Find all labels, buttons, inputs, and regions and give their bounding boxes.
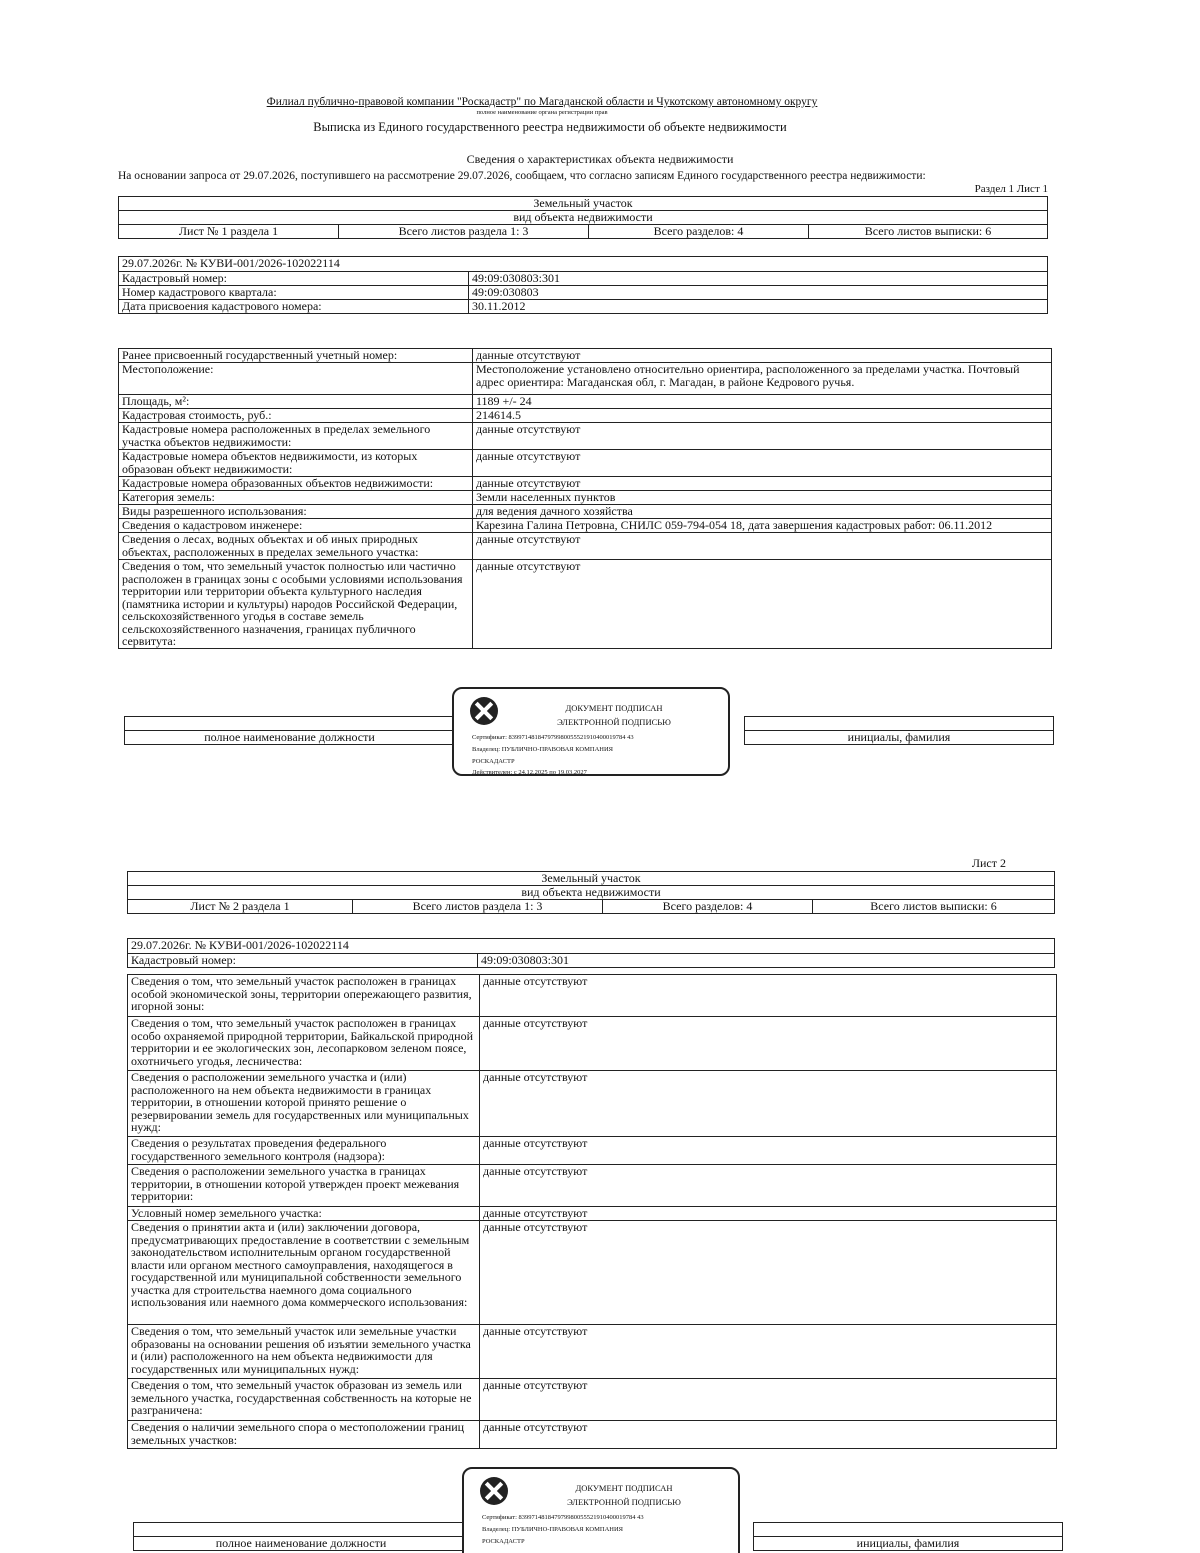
p1-object-caption: вид объекта недвижимости: [119, 211, 1048, 225]
p2-row-label: Сведения о том, что земельный участок образован из земель или земельного участка, государственная собственность на которые не разграничена:: [128, 1379, 480, 1421]
p1-object-type: Земельный участок: [119, 197, 1048, 211]
p2-row-label: Сведения о принятии акта и (или) заключении договора, предусматривающих предоставление в соответствии с земельным законодательством исполнительным органом государственной власти или органом местного самоуправления, находящегося в государственной или муниципальной собственности земельного участка для строительства наемного дома социального использования или наемного дома коммерческого использования:: [128, 1221, 480, 1325]
p1-total-sections: Всего разделов: 4: [589, 225, 809, 239]
p1-info-table: [118, 256, 1048, 314]
stamp-owner: Владелец: ПУБЛИЧНО-ПРАВОВАЯ КОМПАНИЯ: [482, 1526, 623, 1533]
p2-row-value: данные отсутствуют: [480, 1137, 1057, 1165]
p2-row-label: Сведения о том, что земельный участок расположен в границах особой экономической зоны, территории опережающего развития, игорной зоны:: [128, 975, 480, 1017]
p2-row-value: данные отсутствуют: [480, 1221, 1057, 1325]
p1-info-label: Кадастровый номер:: [119, 272, 469, 286]
organization-name: Филиал публично-правовой компании "Роскадастр" по Магаданской области и Чукотскому автономному округу: [266, 96, 818, 108]
p1-row-value: Карезина Галина Петровна, СНИЛС 059-794-054 18, дата завершения кадастровых работ: 06.11.2012: [473, 519, 1052, 533]
p1-row-label: Сведения о лесах, водных объектах и об иных природных объектах, расположенных в пределах земельного участка:: [119, 533, 473, 560]
p2-doc-reference: 29.07.2026г. № КУВИ-001/2026-102022114: [128, 939, 1055, 954]
p1-row-value: данные отсутствуют: [473, 349, 1052, 363]
stamp-validity: Действителен: с 24.12.2025 по 19.03.2027: [472, 769, 587, 776]
p1-row-value: данные отсутствуют: [473, 560, 1052, 649]
p2-sheets-in-section: Всего листов раздела 1: 3: [353, 900, 603, 914]
p2-position-caption: полное наименование должности: [134, 1537, 469, 1551]
p1-row-label: Местоположение:: [119, 363, 473, 395]
p2-name-caption: инициалы, фамилия: [754, 1537, 1063, 1551]
p2-row-label: Сведения о наличии земельного спора о местоположении границ земельных участков:: [128, 1421, 480, 1449]
p1-row-label: Кадастровые номера объектов недвижимости, из которых образован объект недвижимости:: [119, 450, 473, 477]
stamp-subtitle: ЭЛЕКТРОННОЙ ПОДПИСЬЮ: [557, 717, 671, 727]
p2-object-type: Земельный участок: [128, 872, 1055, 886]
p2-total-sheets: Всего листов выписки: 6: [813, 900, 1055, 914]
stamp-title: ДОКУМЕНТ ПОДПИСАН: [565, 703, 663, 713]
stamp-title: ДОКУМЕНТ ПОДПИСАН: [575, 1483, 673, 1493]
p1-row-value: Земли населенных пунктов: [473, 491, 1052, 505]
request-basis: На основании запроса от 29.07.2026, поступившего на рассмотрение 29.07.2026, сообщаем, что согласно записям Единого государственного реестра недвижимости:: [118, 170, 926, 182]
p1-characteristics-table: [118, 348, 1052, 649]
p2-info-table: [127, 938, 1055, 968]
p1-row-label: Категория земель:: [119, 491, 473, 505]
p1-row-value: 214614.5: [473, 409, 1052, 423]
p1-row-value: 1189 +/- 24: [473, 395, 1052, 409]
p1-row-value: данные отсутствуют: [473, 533, 1052, 560]
p1-object-table: [118, 196, 1048, 239]
p1-info-label: Дата присвоения кадастрового номера:: [119, 300, 469, 314]
p1-total-sheets: Всего листов выписки: 6: [809, 225, 1048, 239]
p1-sheet-number: Лист № 1 раздела 1: [119, 225, 339, 239]
roskadastr-logo-icon: [480, 1477, 508, 1505]
p2-total-sections: Всего разделов: 4: [603, 900, 813, 914]
p2-row-label: Условный номер земельного участка:: [128, 1207, 480, 1221]
p1-position-caption: полное наименование должности: [125, 731, 455, 745]
p2-row-value: данные отсутствуют: [480, 1071, 1057, 1137]
stamp-subtitle: ЭЛЕКТРОННОЙ ПОДПИСЬЮ: [567, 1497, 681, 1507]
p1-info-label: Номер кадастрового квартала:: [119, 286, 469, 300]
section-sheet-label: Раздел 1 Лист 1: [974, 183, 1048, 195]
stamp-owner: Владелец: ПУБЛИЧНО-ПРАВОВАЯ КОМПАНИЯ: [472, 746, 613, 753]
p1-row-label: Кадастровые номера расположенных в пределах земельного участка объектов недвижимости:: [119, 423, 473, 450]
roskadastr-logo-icon: [470, 697, 498, 725]
p1-row-label: Сведения о кадастровом инженере:: [119, 519, 473, 533]
stamp-owner-name: РОСКАДАСТР: [472, 758, 515, 765]
p1-row-value: данные отсутствуют: [473, 423, 1052, 450]
p1-sheets-in-section: Всего листов раздела 1: 3: [339, 225, 589, 239]
stamp-certificate: Сертификат: 839971481847979980055521910400019784 43: [472, 734, 634, 741]
section-heading: Сведения о характеристиках объекта недвижимости: [466, 152, 734, 166]
p2-row-label: Сведения о том, что земельный участок или земельные участки образованы на основании решения об изъятии земельного участка и (или) расположенного на нем объекта недвижимости для государственных или муниципальных нужд:: [128, 1325, 480, 1379]
p2-row-label: Сведения о расположении земельного участка в границах территории, в отношении которой утвержден проект межевания территории:: [128, 1165, 480, 1207]
p2-row-value: данные отсутствуют: [480, 1207, 1057, 1221]
p1-row-label: Сведения о том, что земельный участок полностью или частично расположен в границах зоны с особыми условиями использования территории или территории объекта культурного наследия (памятника истории и культуры) народов Российской Федерации, сельскохозяйственного угодья в составе земель сельскохозяйственного назначения, границах публичного сервитута:: [119, 560, 473, 649]
p2-sheet-label: Лист 2: [971, 856, 1006, 870]
p1-name-caption: инициалы, фамилия: [745, 731, 1054, 745]
p2-row-label: Сведения о расположении земельного участка и (или) расположенного на нем объекта недвижимости в границах территории, в отношении которой принято решение о резервировании земель для государственных или муниципальных нужд:: [128, 1071, 480, 1137]
document-title: Выписка из Единого государственного реестра недвижимости об объекте недвижимости: [313, 120, 787, 134]
p1-row-value: данные отсутствуют: [473, 450, 1052, 477]
p2-cadastral-value: 49:09:030803:301: [478, 954, 1055, 968]
p1-row-label: Кадастровая стоимость, руб.:: [119, 409, 473, 423]
p2-row-value: данные отсутствуют: [480, 1325, 1057, 1379]
p1-info-value: 49:09:030803: [469, 286, 1048, 300]
p1-info-value: 49:09:030803:301: [469, 272, 1048, 286]
p1-row-label: Ранее присвоенный государственный учетный номер:: [119, 349, 473, 363]
p1-row-label: Кадастровые номера образованных объектов недвижимости:: [119, 477, 473, 491]
p1-doc-reference: 29.07.2026г. № КУВИ-001/2026-102022114: [119, 257, 1048, 272]
p2-row-value: данные отсутствуют: [480, 1421, 1057, 1449]
stamp-owner-name: РОСКАДАСТР: [482, 1538, 525, 1545]
p2-row-value: данные отсутствуют: [480, 1017, 1057, 1071]
p1-row-value: данные отсутствуют: [473, 477, 1052, 491]
p2-row-label: Сведения о том, что земельный участок расположен в границах особо охраняемой природной территории, Байкальской природной территории и ее экологических зон, лесопарковом зеленом поясе, охотничьего угодья, лесничества:: [128, 1017, 480, 1071]
p2-characteristics-table: [127, 974, 1057, 1449]
p1-row-label: Площадь, м²:: [119, 395, 473, 409]
p1-row-value: Местоположение установлено относительно ориентира, расположенного за пределами участка. Почтовый адрес ориентира: Магаданская обл, г. Магадан, в районе Кедрового ручья.: [473, 363, 1052, 395]
p2-object-caption: вид объекта недвижимости: [128, 886, 1055, 900]
p2-row-value: данные отсутствуют: [480, 975, 1057, 1017]
p1-signature-stamp: [452, 687, 730, 776]
p2-row-value: данные отсутствуют: [480, 1379, 1057, 1421]
p2-cadastral-label: Кадастровый номер:: [128, 954, 478, 968]
p2-object-table: [127, 871, 1055, 914]
p2-signature-stamp: [462, 1467, 740, 1553]
p1-info-value: 30.11.2012: [469, 300, 1048, 314]
p2-sheet-number: Лист № 2 раздела 1: [128, 900, 353, 914]
stamp-certificate: Сертификат: 839971481847979980055521910400019784 43: [482, 1514, 644, 1521]
p2-row-value: данные отсутствуют: [480, 1165, 1057, 1207]
p2-row-label: Сведения о результатах проведения федерального государственного земельного контроля (надзора):: [128, 1137, 480, 1165]
p1-row-label: Виды разрешенного использования:: [119, 505, 473, 519]
organization-caption: полное наименование органа регистрации прав: [476, 109, 608, 116]
p1-row-value: для ведения дачного хозяйства: [473, 505, 1052, 519]
